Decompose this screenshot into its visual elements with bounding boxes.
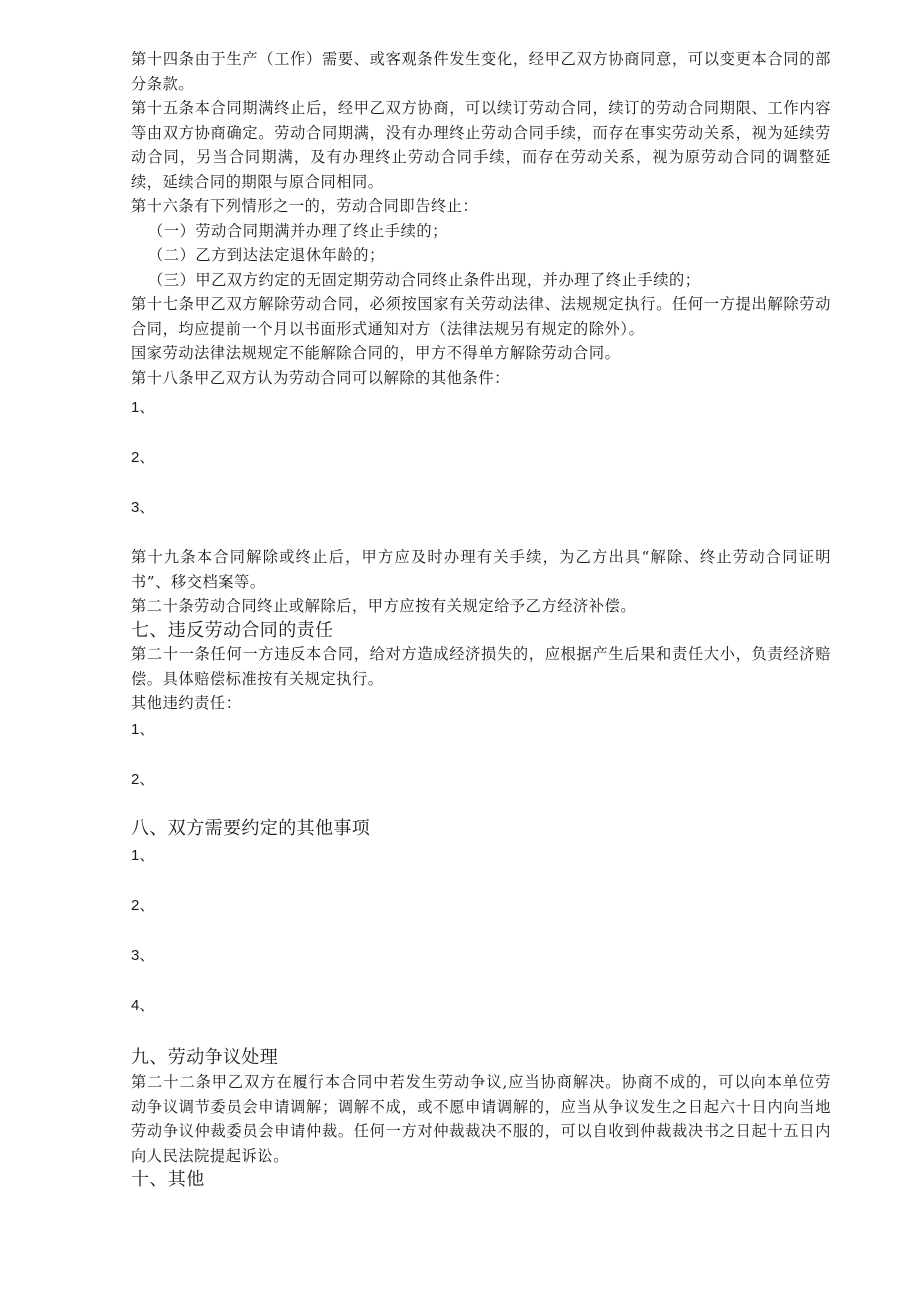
article-21: 第二十一条任何一方违反本合同，给对方造成经济损失的，应根据产生后果和责任大小，负责经济赔偿。具体赔偿标准按有关规定执行。	[131, 645, 831, 688]
article-19: 第十九条本合同解除或终止后，甲方应及时办理有关手续，为乙方出具“解除、终止劳动合同证明书”、移交档案等。	[131, 548, 831, 591]
liability-item-1: 1、	[131, 721, 155, 738]
article-16-item-2: （二）乙方到达法定退休年龄的；	[148, 246, 385, 264]
article-20: 第二十条劳动合同终止或解除后，甲方应按有关规定给予乙方经济补偿。	[131, 597, 637, 615]
article-17-note: 国家劳动法律法规规定不能解除合同的，甲方不得单方解除劳动合同。	[131, 344, 621, 362]
article-16: 第十六条有下列情形之一的，劳动合同即告终止：	[131, 197, 479, 215]
other-matters-item-1: 1、	[131, 847, 155, 864]
article-18-item-1: 1、	[131, 399, 155, 416]
article-17: 第十七条甲乙双方解除劳动合同，必须按国家有关劳动法律、法规规定执行。任何一方提出解除劳动合同，均应提前一个月以书面形式通知对方（法律法规另有规定的除外）。	[131, 295, 831, 338]
article-15: 第十五条本合同期满终止后，经甲乙双方协商，可以续订劳动合同，续订的劳动合同期限、工作内容等由双方协商确定。劳动合同期满，没有办理终止劳动合同手续，而存在事实劳动关系，视为延续劳动合同，另当合同期满，及有办理终止劳动合同手续，而存在劳动关系，视为原劳动合同的调整延续，延续合同的期限与原合同相同。	[131, 99, 831, 191]
article-14: 第十四条由于生产（工作）需要、或客观条件发生变化，经甲乙双方协商同意，可以变更本合同的部分条款。	[131, 50, 831, 93]
section-heading-9: 九、劳动争议处理	[131, 1047, 279, 1067]
other-matters-item-4: 4、	[131, 997, 155, 1014]
other-matters-item-3: 3、	[131, 947, 155, 964]
article-18-item-3: 3、	[131, 499, 155, 516]
section-heading-8: 八、双方需要约定的其他事项	[131, 818, 371, 838]
section-heading-7: 七、违反劳动合同的责任	[131, 620, 334, 640]
article-22: 第二十二条甲乙双方在履行本合同中若发生劳动争议,应当协商解决。协商不成的，可以向本单位劳动争议调节委员会申请调解；调解不成，或不愿申请调解的，应当从争议发生之日起六十日内向当地劳动争议仲裁委员会申请仲裁。任何一方对仲裁裁决不服的，可以自收到仲裁裁决书之日起十五日内向人民法院提起诉讼。	[131, 1073, 831, 1165]
other-matters-item-2: 2、	[131, 897, 155, 914]
article-18: 第十八条甲乙双方认为劳动合同可以解除的其他条件：	[131, 369, 510, 387]
article-18-item-2: 2、	[131, 449, 155, 466]
liability-item-2: 2、	[131, 771, 155, 788]
other-liability: 其他违约责任：	[131, 694, 242, 712]
article-16-item-3: （三）甲乙双方约定的无固定期劳动合同终止条件出现，并办理了终止手续的；	[148, 271, 701, 289]
article-16-item-1: （一）劳动合同期满并办理了终止手续的；	[148, 222, 448, 240]
section-heading-10: 十、其他	[131, 1169, 205, 1189]
